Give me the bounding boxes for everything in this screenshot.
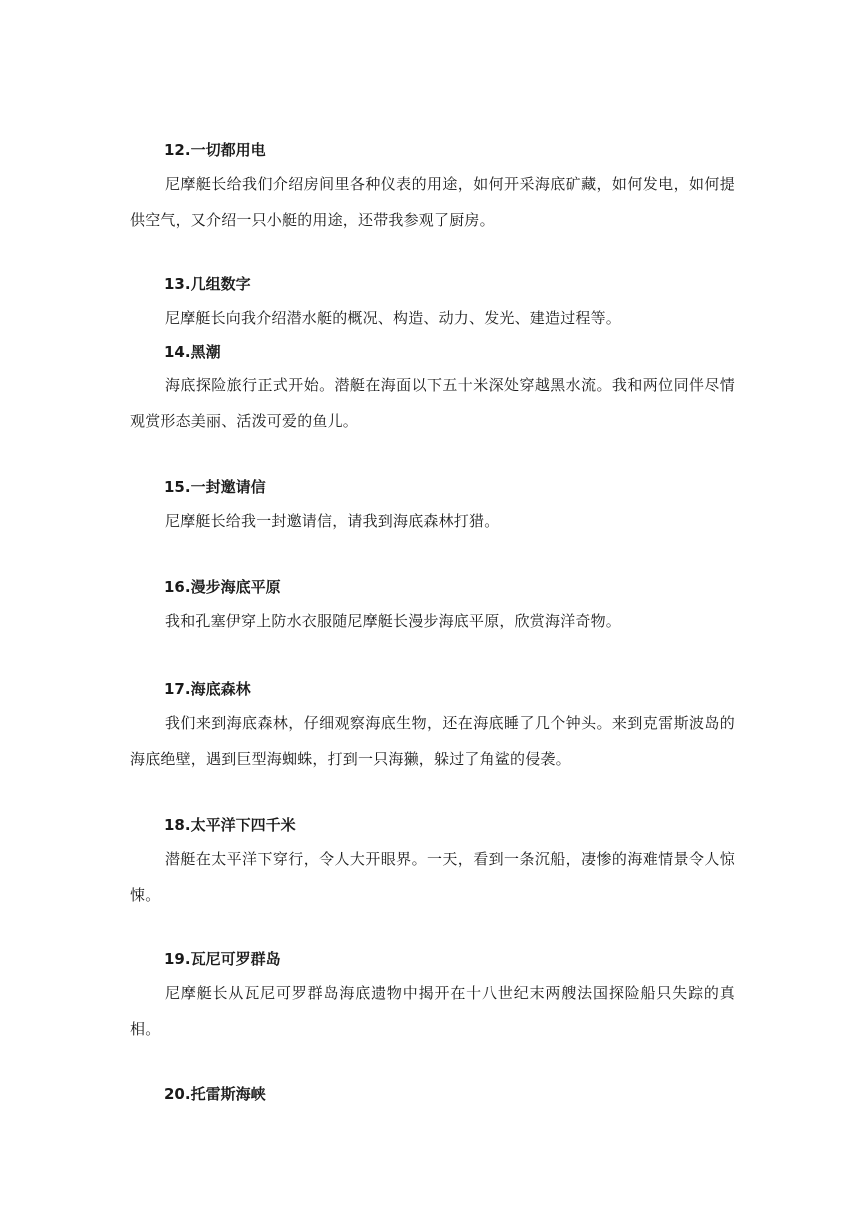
chapter-heading: 13.几组数字: [164, 275, 251, 293]
chapter-heading: 14.黑潮: [164, 343, 221, 361]
chapter-heading: 20.托雷斯海峡: [164, 1085, 266, 1103]
chapter-heading: 16.漫步海底平原: [164, 578, 281, 596]
chapter-heading: 15.一封邀请信: [164, 478, 266, 496]
chapter-summary: 我和孔塞伊穿上防水衣服随尼摩艇长漫步海底平原，欣赏海洋奇物。: [165, 612, 622, 630]
chapter-summary: 尼摩艇长给我一封邀请信，请我到海底森林打猎。: [165, 512, 500, 530]
chapter-summary: 尼摩艇长给我们介绍房间里各种仪表的用途，如何开采海底矿藏，如何发电，如何提供空气，又介绍一只小艇的用途，还带我参观了厨房。: [130, 175, 735, 229]
chapter-heading: 17.海底森林: [164, 680, 251, 698]
chapter-summary: 尼摩艇长从瓦尼可罗群岛海底遗物中揭开在十八世纪末两艘法国探险船只失踪的真相。: [130, 984, 735, 1038]
chapter-heading: 18.太平洋下四千米: [164, 816, 296, 834]
chapter-summary: 我们来到海底森林，仔细观察海底生物，还在海底睡了几个钟头。来到克雷斯波岛的海底绝壁，遇到巨型海蜘蛛，打到一只海獭，躲过了角鲨的侵袭。: [130, 714, 735, 768]
chapter-summary: 尼摩艇长向我介绍潜水艇的概况、构造、动力、发光、建造过程等。: [165, 309, 622, 327]
chapter-summary: 潜艇在太平洋下穿行，令人大开眼界。一天，看到一条沉船，凄惨的海难情景令人惊悚。: [130, 850, 735, 904]
chapter-summary: 海底探险旅行正式开始。潜艇在海面以下五十米深处穿越黑水流。我和两位同伴尽情观赏形态美丽、活泼可爱的鱼儿。: [130, 376, 735, 430]
chapter-heading: 19.瓦尼可罗群岛: [164, 950, 281, 968]
chapter-heading: 12.一切都用电: [164, 141, 266, 159]
